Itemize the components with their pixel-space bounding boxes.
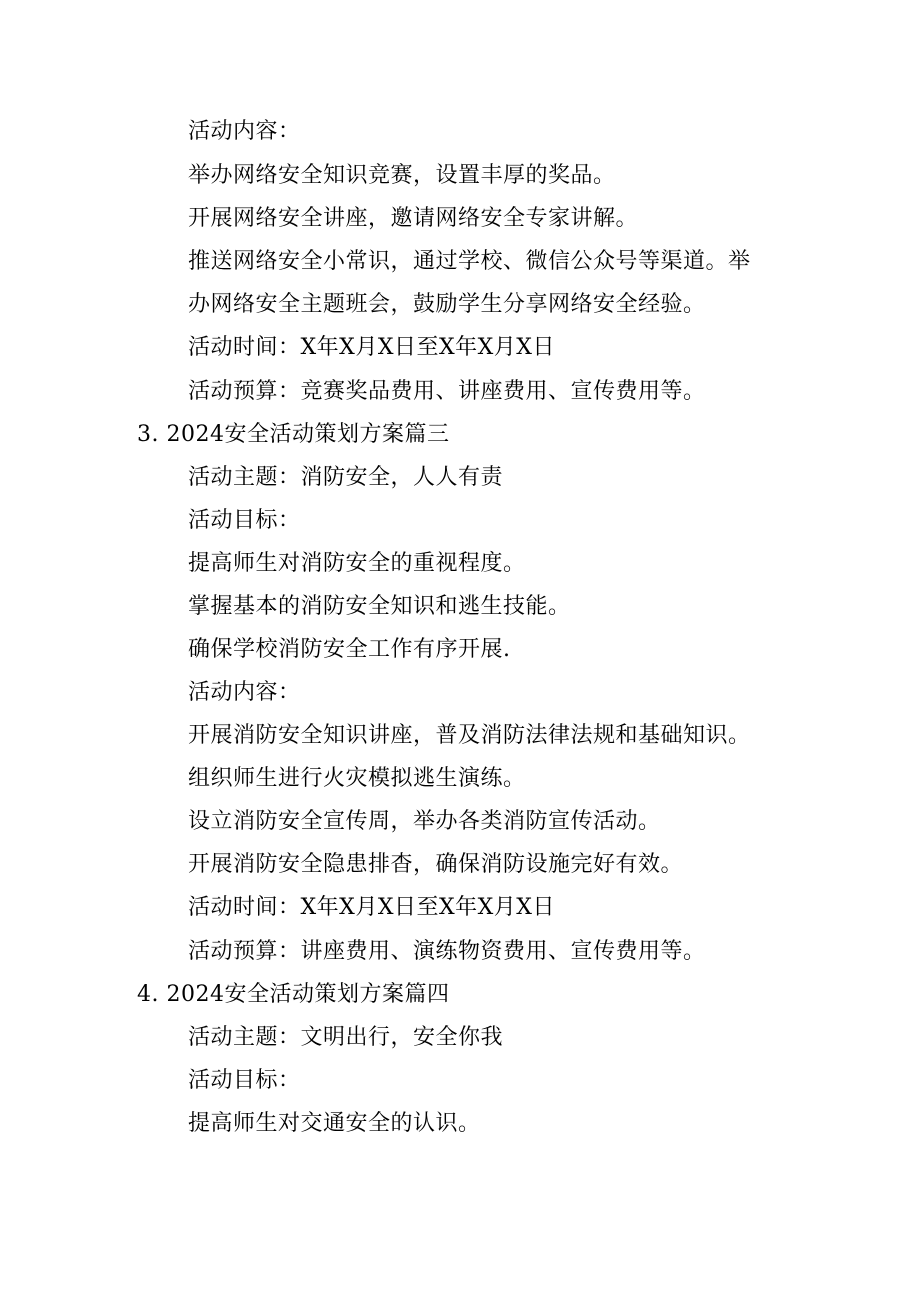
text-line: 提高师生对交通安全的认识。 xyxy=(188,1111,481,1136)
text-line: 活动预算：竞赛奖品费用、讲座费用、宣传费用等。 xyxy=(188,379,706,404)
text-line: 开展消防安全知识讲座，普及消防法律法规和基础知识。 xyxy=(188,723,751,748)
text-line: 推送网络安全小常识，通过学校、微信公众号等渠道。举 xyxy=(188,249,751,274)
text-line: 活动内容： xyxy=(188,680,301,705)
text-line: 确保学校消防安全工作有序开展. xyxy=(188,637,511,662)
text-line: 活动预算：讲座费用、演练物资费用、宣传费用等。 xyxy=(188,939,706,964)
text-line: 办网络安全主题班会，鼓励学生分享网络安全经验。 xyxy=(188,292,706,317)
section-heading: 4. 2024安全活动策划方案篇四 xyxy=(137,982,450,1007)
text-line: 开展网络安全讲座，邀请网络安全专家讲解。 xyxy=(188,206,639,231)
text-line: 掌握基本的消防安全知识和逃生技能。 xyxy=(188,594,571,619)
text-line: 组织师生进行火灾模拟逃生演练。 xyxy=(188,766,526,791)
text-line: 提高师生对消防安全的重视程度。 xyxy=(188,551,526,576)
text-line: 活动时间：X年X月X日至X年X月X日 xyxy=(188,335,555,360)
text-line: 活动目标： xyxy=(188,1068,301,1093)
text-line: 活动时间：X年X月X日至X年X月X日 xyxy=(188,895,555,920)
section-heading: 3. 2024安全活动策划方案篇三 xyxy=(137,422,450,447)
text-line: 活动内容： xyxy=(188,119,301,144)
text-line: 活动主题：消防安全，人人有责 xyxy=(188,465,504,490)
text-line: 举办网络安全知识竞赛，设置丰厚的奖品。 xyxy=(188,163,616,188)
text-line: 活动主题：文明出行，安全你我 xyxy=(188,1025,504,1050)
text-line: 开展消防安全隐患排杳，确保消防设施完好有效。 xyxy=(188,852,684,877)
text-line: 设立消防安全宣传周，举办各类消防宣传活动。 xyxy=(188,809,661,834)
text-line: 活动目标： xyxy=(188,508,301,533)
